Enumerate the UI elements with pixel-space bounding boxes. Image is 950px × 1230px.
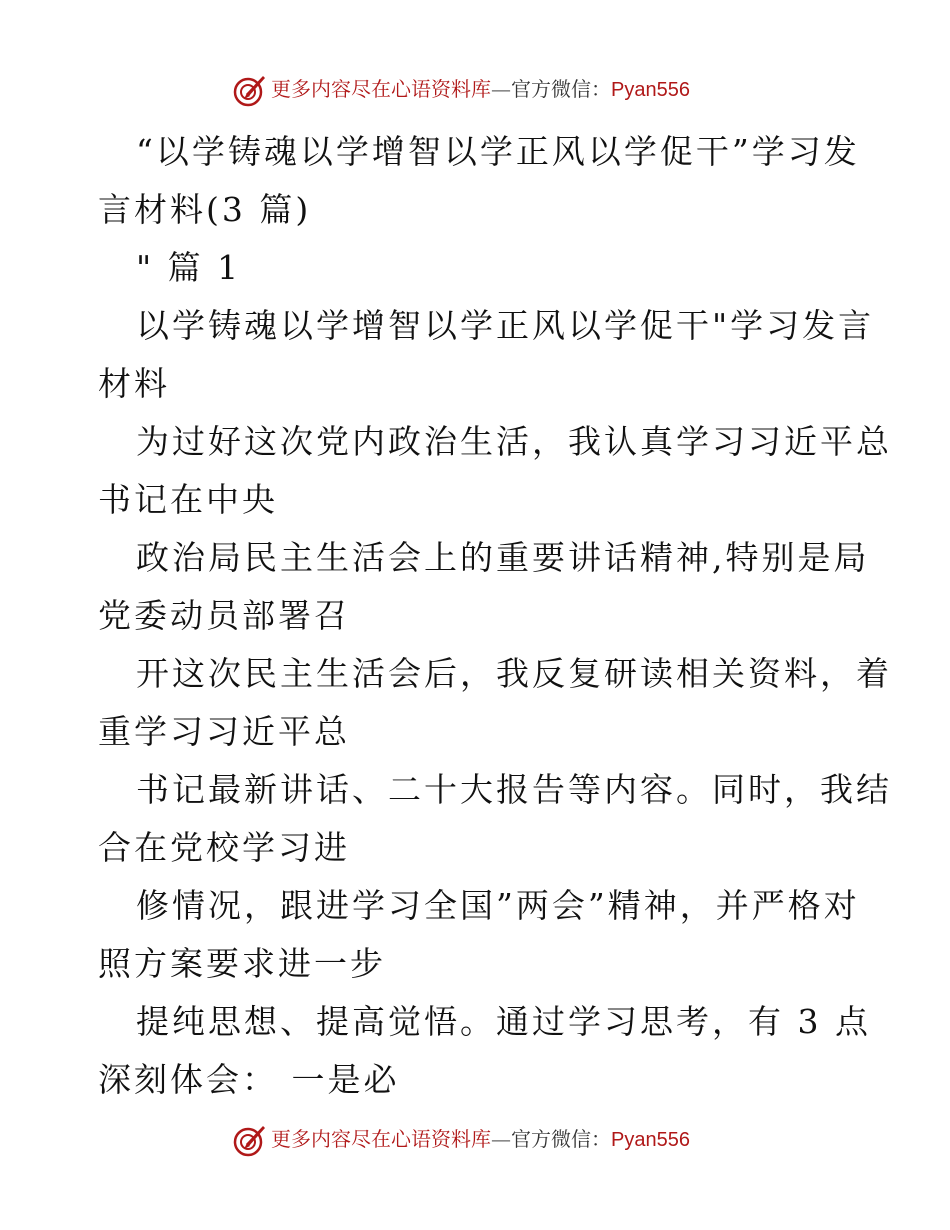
header-watermark: [0, 70, 950, 110]
paragraph-line: 照方案要求进一步: [98, 944, 386, 983]
paragraph-line: 提纯思想、提高觉悟。通过学习思考，有 3 点: [136, 1002, 871, 1041]
footer-watermark: [0, 1120, 950, 1160]
quill-logo-icon: [232, 1122, 268, 1158]
paragraph-line: 修情况，跟进学习全国”两会”精神，并严格对: [136, 886, 860, 925]
paragraph-line: 为过好这次党内政治生活，我认真学习习近平总: [136, 422, 892, 461]
watermark-text: 更多内容尽在心语资料库—官方微信：Pyan556: [271, 77, 690, 101]
subtitle-line: 以学铸魂以学增智以学正风以学促干"学习发言: [136, 306, 875, 345]
watermark-text: 更多内容尽在心语资料库—官方微信：Pyan556: [271, 1127, 690, 1151]
paragraph-line: 政治局民主生活会上的重要讲话精神,特别是局: [136, 538, 870, 577]
paragraph-line: 书记最新讲话、二十大报告等内容。同时，我结: [136, 770, 892, 809]
paragraph-line: 开这次民主生活会后，我反复研读相关资料，着: [136, 654, 892, 693]
subtitle-line: 材料: [98, 364, 170, 403]
paragraph-line: 合在党校学习进: [98, 828, 350, 867]
quill-logo-icon: [232, 72, 268, 108]
document-body: [98, 123, 892, 1109]
paragraph-line: 党委动员部署召: [98, 596, 350, 635]
document-title-line: “以学铸魂以学增智以学正风以学促干”学习发: [136, 132, 860, 171]
paragraph-line: 深刻体会： 一是必: [98, 1060, 400, 1099]
section-heading: " 篇 1: [136, 248, 242, 287]
paragraph-line: 书记在中央: [98, 480, 278, 519]
paragraph-line: 重学习习近平总: [98, 712, 350, 751]
document-title-line: 言材料(3 篇): [98, 190, 312, 229]
